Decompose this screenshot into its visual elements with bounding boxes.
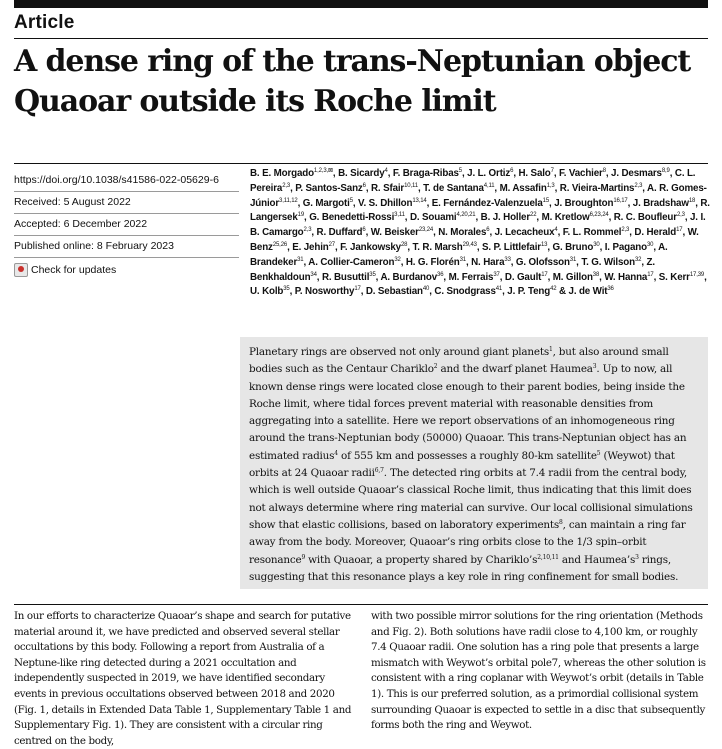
author-affiliation: 17 (647, 271, 654, 278)
author-list: B. E. Morgado$^{1,2,3,⊠}$, B. Sicardy$^4$, F. Braga-Ribas$^5$, J. L. Ortiz$^6$, H. Salo$^7$, F. Vachier$^8$, J. Desmars$^{8,9}$, C. L. Pereira$^{2,3}$, P. Santos-Sanz$^6$, R. Sfair$^{10,11}$, T. de Santana$^{4,11}$, M. Assafin$^{1,3}$, R. Vieira-Martins$^{2,3}$, A. R. Gomes-Júnior$^{3,11,12}$, G. Margoti$^5$, V. S. Dhillon$^{13,14}$, E. Fernández-Valenzuela$^{15}$, J. Broughton$^{16,17}$, J. Bradshaw$^{18}$, R. Langersek$^{19}$, G. Benedetti-Rossi$^{3,11}$, D. Souami$^{4,20,21}$, B. J. Holler$^{22}$, M. Kretlow$^{6,23,24}$, R. C. Boufleur$^{2,3}$, J. I. B. Camargo$^{2,3}$, R. Duffard$^6$, W. Beisker$^{23,24}$, N. Morales$^6$, J. Lecacheux$^4$, F. L. Rommel$^{2,3}$, D. Herald$^{17}$, W. Benz$^{25,26}$, E. Jehin$^{27}$, F. Jankowsky$^{28}$, T. R. Marsh$^{29,43}$, S. P. Littlefair$^{13}$, G. Bruno$^{30}$, I. Pagano$^{30}$, A. Brandeker$^{31}$, A. Collier-Cameron$^{32}$, H. G. Florén$^{31}$, N. Hara$^{33}$, G. Olofsson$^{31}$, T. G. Wilson$^{32}$, Z. Benkhaldoun$^{34}$, R. Busuttil$^{35}$, A. Burdanov$^{36}$, M. Ferrais$^{37}$, D. Gault$^{17}$, M. Gillon$^{38}$, W. Hanna$^{17}$, S. Kerr$^{17,39}$, U. Kolb$^{35}$, P. Nosworthy$^{17}$, D. Sebastian$^{40}$, C. Snodgrass$^{41}$, J. P. Teng$^{42}$ & J. de Wit$^{36}$ (250, 168, 710, 298)
author-affiliation: 2,3 (621, 227, 630, 234)
author-affiliation: 5 (349, 197, 353, 204)
author-affiliation: 28 (400, 241, 408, 248)
author-name[interactable]: J. I. B. Camargo (250, 212, 706, 239)
author-affiliation: 4 (384, 168, 388, 174)
author-affiliation: 17 (676, 227, 683, 234)
author-affiliation: 15 (542, 197, 550, 204)
author-affiliation: 35 (369, 271, 376, 278)
author-name[interactable]: N. Morales (438, 227, 487, 239)
header-divider (14, 38, 708, 39)
author-name[interactable]: C. L. Pereira (250, 168, 696, 194)
author-name[interactable]: H. G. Florén (405, 256, 460, 268)
author-affiliation: 16,17 (613, 197, 628, 204)
abstract (240, 337, 708, 589)
author-affiliation: 3,11,12 (279, 197, 298, 204)
body-column-right: with two possible mirror solutions for the ring orientation (Methods and Fig. 2). Both solutions have radii close to 4,100 km, or roughly 7.4 Quaoar radii. One solution has a ring pole that presents a large mismatch with Weywot’s orbital pole7, whereas the other solution is consistent with a ring coplanar with Weywot’s orbit (details in Table 1). This is our preferred solution, as a primordial collisional system surrounding Quaoar is expected to settle in a disc that subsequently forms both the ring and Weywot. (371, 610, 706, 732)
author-affiliation: 2,3 (303, 227, 312, 234)
citation-ref[interactable]: 4 (334, 449, 338, 457)
author-affiliation: 13 (540, 241, 548, 248)
doi-link[interactable]: https://doi.org/10.1038/s41586-022-05629-6 (14, 170, 239, 192)
author-name[interactable]: J. Desmars (611, 168, 662, 179)
author-affiliation: 38 (592, 271, 600, 278)
author-affiliation: 6 (486, 227, 490, 234)
author-name[interactable]: I. Pagano (604, 241, 647, 253)
author-affiliation: 34 (310, 271, 317, 278)
author-affiliation: 7 (550, 168, 554, 174)
author-name[interactable]: D. Souami (409, 212, 457, 224)
author-affiliation: 36 (607, 286, 614, 293)
author-name[interactable]: T. de Santana (423, 182, 484, 194)
author-name[interactable]: M. Ferrais (448, 271, 494, 283)
author-affiliation: 2,3 (634, 182, 643, 189)
abstract-text: , can maintain a ring far away from the body. Moreover, Quaoar’s ring orbits close to the 1/3 spin–orbit resonance (249, 518, 686, 566)
author-name[interactable]: G. Olofsson (515, 256, 570, 268)
author-name[interactable]: R. Busuttil (321, 271, 370, 283)
author-affiliation: 42 (550, 286, 557, 293)
author-name[interactable]: P. Santos-Sanz (295, 182, 363, 194)
citation-ref[interactable]: 8 (559, 518, 563, 526)
abstract-text: , but also around small bodies such as the Centaur Chariklo (249, 346, 669, 376)
citation-ref[interactable]: 9 (301, 553, 306, 561)
author-affiliation: 31 (297, 256, 304, 263)
author-affiliation: 37 (493, 271, 500, 278)
author-name[interactable]: F. Vachier (559, 168, 603, 179)
author-name[interactable]: C. Snodgrass (434, 286, 496, 298)
author-name[interactable]: R. Vieira-Martins (559, 182, 635, 194)
author-name[interactable]: F. L. Rommel (562, 227, 622, 239)
author-name[interactable]: W. Benz (250, 227, 699, 253)
author-name[interactable]: E. Fernández-Valenzuela (431, 197, 543, 209)
author-name[interactable]: J. Lecacheux (494, 227, 555, 239)
author-affiliation: 30 (646, 241, 654, 248)
author-affiliation: 4 (554, 227, 558, 234)
author-affiliation: 19 (297, 212, 305, 219)
citation-ref[interactable]: 3 (592, 363, 597, 371)
author-name[interactable]: Z. Benkhaldoun (250, 256, 655, 283)
author-name[interactable]: W. Hanna (604, 271, 648, 283)
author-affiliation: 40 (422, 286, 430, 293)
author-affiliation: 29,43 (462, 241, 477, 248)
author-affiliation: 32 (394, 256, 401, 263)
author-name[interactable]: B. Sicardy (338, 168, 385, 179)
abstract-text: and Haumea’s (558, 553, 636, 566)
article-meta (14, 170, 239, 282)
author-affiliation: 25,26 (272, 241, 288, 248)
check-updates-label: Check for updates (31, 263, 117, 276)
author-affiliation: 32 (634, 256, 642, 263)
title-divider (14, 163, 708, 164)
author-name[interactable]: G. Margoti (302, 197, 350, 209)
accepted-date: Accepted: 6 December 2022 (14, 214, 239, 236)
author-name[interactable]: J. L. Ortiz (467, 168, 511, 179)
author-affiliation: 17,39 (689, 271, 705, 278)
author-affiliation: 17 (541, 271, 548, 278)
body-column-left: In our efforts to characterize Quaoar’s shape and search for putative material around it, we have predicted and observed several stellar occultations by this body. Following a report from Australia of a Neptune-like ring detected during a 2021 occultation and independently suspected in 2019, we have identified secondary events in previous occultations observed between 2018 and 2020 (Fig. 1, details in Extended Data Table 1, Supplementary Table 1 and Supplementary Fig. 1). They are consistent with a circular ring centred on the body, (14, 610, 352, 747)
author-affiliation: 6 (510, 168, 514, 174)
author-name[interactable]: M. Assafin (499, 182, 547, 194)
author-name[interactable]: A. Brandeker (250, 241, 668, 268)
author-affiliation: 27 (328, 241, 335, 248)
author-affiliation: 2,3 (676, 212, 685, 219)
author-affiliation: 22 (530, 212, 537, 219)
abstract-text: . The detected ring orbits at 7.4 radii from the central body, which is well outside Quaoar’s classical Roche limit, thus indicating that this limit does not always determine where ring material can survive. Our local collisional simulations show that elastic collisions, based on laboratory experiments (249, 467, 693, 531)
author-name[interactable]: T. R. Marsh (412, 241, 463, 253)
author-affiliation: 4,11 (483, 182, 495, 189)
author-affiliation: 3,11 (394, 212, 405, 219)
abstract-text: Planetary rings are observed not only around giant planets (249, 346, 549, 358)
article-title: A dense ring of the trans-Neptunian object Quaoar outside its Roche limit (14, 44, 691, 119)
received-date: Received: 5 August 2022 (14, 192, 239, 214)
author-name[interactable]: R. Sfair (371, 182, 405, 194)
author-affiliation: 17 (354, 286, 361, 293)
author-affiliation: 1,3 (546, 182, 555, 189)
author-name[interactable]: B. E. Morgado (250, 168, 314, 179)
author-affiliation: 35 (283, 286, 290, 293)
author-name[interactable]: V. S. Dhillon (358, 197, 413, 209)
author-name[interactable]: R. C. Boufleur (613, 212, 677, 224)
author-affiliation: 4,20,21 (456, 212, 476, 219)
author-name[interactable]: A. R. Gomes-Júnior (250, 182, 707, 209)
author-name[interactable]: J. Bradshaw (632, 197, 689, 209)
body-divider (14, 604, 708, 605)
abstract-text: with Quaoar, a property shared by Chariklo’s (305, 553, 538, 566)
author-affiliation: 5 (458, 168, 462, 174)
author-name[interactable]: S. P. Littlefair (482, 241, 541, 253)
author-name[interactable]: P. Nosworthy (294, 286, 355, 298)
abstract-text: . Up to now, all known dense rings were located close enough to their parent bodies, being inside the Roche limit, where tidal forces prevent material with reasonable densities from aggregating into a satellite. Here we report observations of an inhomogeneous ring around the trans-Neptunian body (50000) Quaoar. This trans-Neptunian object has an estimated radius (249, 363, 687, 462)
author-name[interactable]: W. Beisker (370, 227, 419, 239)
citation-ref[interactable]: 2 (433, 363, 438, 371)
article-type-label: Article (14, 12, 75, 33)
author-affiliation: 18 (688, 197, 696, 204)
abstract-text: of 555 km and possesses a roughly 80-km satellite (337, 449, 597, 462)
abstract-text: rings, suggesting that this resonance plays a key role in ring confinement for small bodies. (249, 553, 679, 583)
check-updates-icon (14, 263, 28, 277)
author-affiliation: 2,3 (282, 182, 291, 189)
author-name[interactable]: A. Collier-Cameron (308, 256, 395, 268)
abstract-text: and the dwarf planet Haumea (437, 363, 593, 376)
citation-ref[interactable]: 6,7 (374, 467, 384, 475)
top-bar (14, 0, 708, 8)
author-name[interactable]: S. Kerr (658, 271, 690, 283)
author-name[interactable]: D. Gault (504, 271, 542, 283)
author-name[interactable]: E. Jehin (292, 241, 329, 253)
author-name[interactable]: U. Kolb (250, 286, 284, 298)
author-name[interactable]: A. Burdanov (380, 271, 438, 283)
check-for-updates-button[interactable] (14, 258, 239, 282)
author-affiliation: 6,23,24 (589, 212, 609, 219)
author-affiliation: 31 (459, 256, 466, 263)
author-affiliation: 41 (495, 286, 503, 293)
author-name[interactable]: G. Bruno (552, 241, 594, 253)
author-name[interactable]: J. de Wit (568, 286, 608, 298)
author-affiliation: 30 (593, 241, 600, 248)
author-affiliation: 10,11 (404, 182, 418, 189)
author-name[interactable]: G. Benedetti-Rossi (309, 212, 395, 224)
published-date: Published online: 8 February 2023 (14, 236, 239, 258)
author-name[interactable]: D. Sebastian (365, 286, 423, 298)
author-name[interactable]: R. Langersek (250, 197, 710, 224)
author-affiliation: 6 (362, 227, 366, 234)
author-name[interactable]: H. Salo (518, 168, 551, 179)
citation-ref[interactable]: 1 (548, 346, 553, 353)
author-name[interactable]: F. Jankowsky (340, 241, 401, 253)
author-affiliation: 1,2,3,⊠ (313, 168, 333, 174)
author-name[interactable]: B. J. Holler (480, 212, 531, 224)
author-affiliation: 6 (362, 182, 366, 189)
abstract-text: (Weywot) that orbits at 24 Quaoar radii (249, 449, 675, 480)
author-name[interactable]: R. Duffard (316, 227, 363, 239)
citation-ref[interactable]: 5 (596, 449, 601, 457)
citation-ref[interactable]: 2,10,11 (537, 553, 559, 561)
author-affiliation: 31 (569, 256, 577, 263)
citation-ref[interactable]: 3 (635, 553, 639, 561)
author-name[interactable]: J. P. Teng (507, 286, 551, 298)
author-name[interactable]: F. Braga-Ribas (392, 168, 459, 179)
author-affiliation: 8,9 (661, 168, 670, 174)
author-affiliation: 13,14 (412, 197, 427, 204)
author-affiliation: 23,24 (418, 227, 434, 234)
author-name[interactable]: N. Hara (471, 256, 505, 268)
author-name[interactable]: D. Herald (634, 227, 677, 239)
author-name[interactable]: M. Gillon (552, 271, 593, 283)
author-affiliation: 36 (437, 271, 444, 278)
author-name[interactable]: J. Broughton (554, 197, 614, 209)
author-name[interactable]: M. Kretlow (541, 212, 590, 224)
author-affiliation: 8 (602, 168, 606, 174)
author-name[interactable]: T. G. Wilson (581, 256, 635, 268)
author-affiliation: 33 (504, 256, 511, 263)
